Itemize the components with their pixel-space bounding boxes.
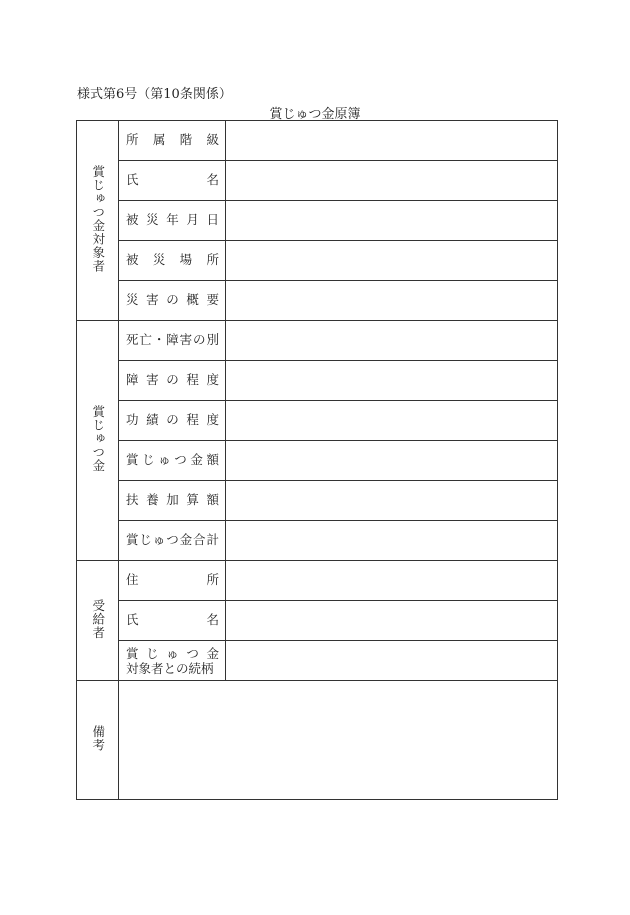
- row-label: 災 害 の 概 要: [119, 281, 226, 321]
- field-disability-degree[interactable]: [226, 361, 558, 401]
- row-label: 所 属 階 級: [119, 121, 226, 161]
- field-award-amount[interactable]: [226, 441, 558, 481]
- field-disaster-summary[interactable]: [226, 281, 558, 321]
- row-label: 住 所: [119, 561, 226, 601]
- row-label: 氏 名: [119, 161, 226, 201]
- row-label: 被 災 年 月 日: [119, 201, 226, 241]
- label-line-2: 対象者との続柄: [126, 660, 214, 676]
- field-beneficiary-address[interactable]: [226, 561, 558, 601]
- field-name[interactable]: [226, 161, 558, 201]
- row-label: 扶 養 加 算 額: [119, 481, 226, 521]
- row-label: 氏 名: [119, 601, 226, 641]
- field-disaster-place[interactable]: [226, 241, 558, 281]
- section-heading-recipient-subject: [77, 121, 119, 321]
- section-heading-text: 備考: [90, 725, 106, 752]
- row-label: 障 害 の 程 度: [119, 361, 226, 401]
- field-disaster-date[interactable]: [226, 201, 558, 241]
- field-dependent-addition[interactable]: [226, 481, 558, 521]
- form-number: 様式第6号（第10条関係）: [77, 87, 232, 102]
- row-label: 功 績 の 程 度: [119, 401, 226, 441]
- row-label: [119, 641, 226, 681]
- row-label: 被 災 場 所: [119, 241, 226, 281]
- field-affiliation-rank[interactable]: [226, 121, 558, 161]
- label-line-1: 賞 じ ゅ つ 金: [126, 645, 219, 661]
- field-beneficiary-name[interactable]: [226, 601, 558, 641]
- section-heading-text: 賞じゅつ金対象者: [90, 165, 106, 273]
- field-death-or-disability[interactable]: [226, 321, 558, 361]
- row-label: 賞 じ ゅ つ 金 額: [119, 441, 226, 481]
- field-remarks[interactable]: [119, 681, 558, 800]
- row-label: 死 亡 ・ 障 害 の 別: [119, 321, 226, 361]
- field-award-total[interactable]: [226, 521, 558, 561]
- section-heading-beneficiary: [77, 561, 119, 681]
- section-heading-text: 賞じゅつ金: [90, 405, 106, 473]
- row-label: 賞 じ ゅ つ 金 合 計: [119, 521, 226, 561]
- form-title: 賞じゅつ金原簿: [269, 107, 361, 122]
- section-heading-award: [77, 321, 119, 561]
- section-heading-remarks: [77, 681, 119, 800]
- section-heading-text: 受給者: [90, 598, 106, 640]
- field-relationship[interactable]: [226, 641, 558, 681]
- field-merit-degree[interactable]: [226, 401, 558, 441]
- register-table: [76, 120, 558, 800]
